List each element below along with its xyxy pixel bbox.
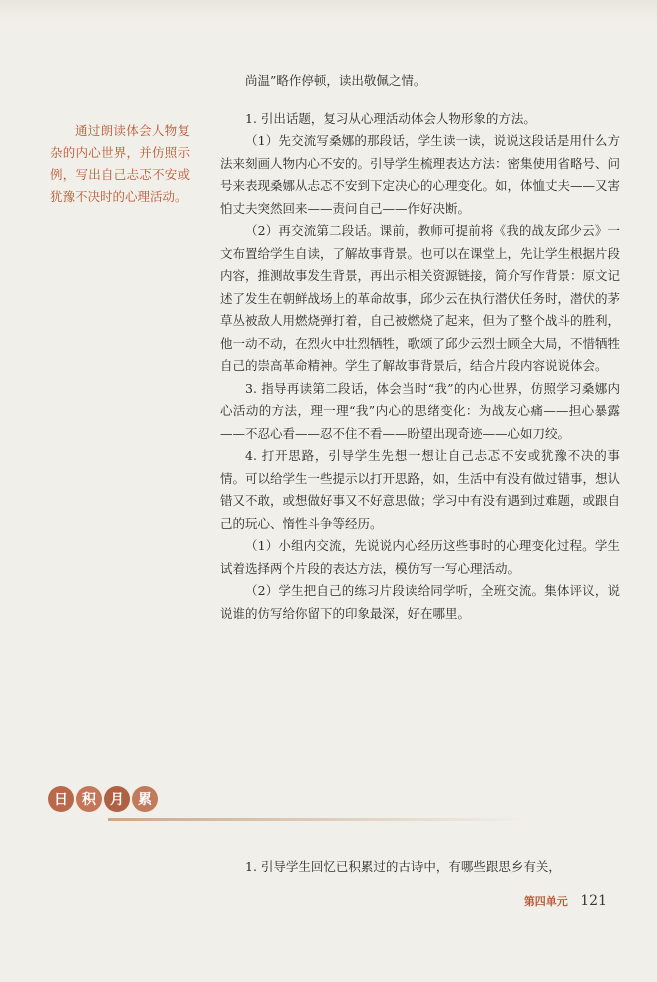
margin-note — [50, 120, 190, 208]
paragraph-6: （1）小组内交流，先说说内心经历这些事时的心理变化过程。学生试着选择两个片段的表达方法，模仿写一写心理活动。 — [220, 538, 620, 576]
main-text — [220, 70, 620, 625]
section-char-4: 累 — [132, 786, 158, 812]
section-char-3: 月 — [104, 786, 130, 812]
paragraph-7: （2）学生把自己的练习片段读给同学听，全班交流。集体评议，说说谁的仿写给你留下的印象最深，好在哪里。 — [220, 583, 620, 621]
unit-label: 第四单元 — [523, 895, 568, 908]
section-heading — [48, 786, 468, 826]
section-char-1: 日 — [48, 786, 74, 812]
paragraph-4: 3. 指导再读第二段话，体会当时“我”的内心世界，仿照学习桑娜内心活动的方法，理一理“我”内心的思绪变化：为战友心痛——担心暴露——不忍心看——忍不住不看——盼望出现奇迹——心如刀绞。 — [220, 380, 620, 441]
margin-note-text: 通过朗读体会人物复杂的内心世界，并仿照示例，写出自己忐忑不安或犹豫不决时的心理活动。 — [50, 123, 190, 204]
page-top-edge — [0, 0, 657, 22]
paragraph-1: 1. 引出话题，复习从心理活动体会人物形象的方法。 — [245, 110, 536, 126]
top-line: 尚温”略作停顿，读出敬佩之情。 — [245, 73, 427, 88]
page-footer — [524, 893, 607, 909]
bottom-line: 1. 引导学生回忆已积累过的古诗中，有哪些跟思乡有关， — [245, 859, 561, 874]
section-underline — [108, 818, 528, 821]
paragraph-5: 4. 打开思路，引导学生先想一想让自己忐忑不安或犹豫不决的事情。可以给学生一些提示以打开思路，如，生活中有没有做过错事，想认错又不敢，或想做好事又不好意思做；学习中有没有遇到过难题，或跟自己的玩心、惰性斗争等经历。 — [220, 448, 621, 531]
section-char-2: 积 — [76, 786, 102, 812]
paragraph-3: （2）再交流第二段话。课前，教师可提前将《我的战友邱少云》一文布置给学生自读，了解故事背景。也可以在课堂上，先让学生根据片段内容，推测故事发生背景，再出示相关资源链接，简介写作背景：原文记述了发生在朝鲜战场上的革命故事，邱少云在执行潜伏任务时，潜伏的茅草丛被敌人用燃烧弹打着，自己被燃烧了起来，但为了整个战斗的胜利，他一动不动，在烈火中壮烈牺牲，歌颂了邱少云烈士顾全大局，不惜牺牲自己的崇高革命精神。学生了解故事背景后，结合片段内容说说体会。 — [220, 223, 621, 373]
paragraph-2: （1）先交流写桑娜的那段话，学生读一读，说说这段话是用什么方法来刻画人物内心不安的。引导学生梳理表达方法：密集使用省略号、问号来表现桑娜从忐忑不安到下定决心的心理变化。如，体恤丈夫——又害怕丈夫突然回来——责问自己——作好决断。 — [220, 133, 621, 216]
page-number: 121 — [580, 893, 607, 909]
